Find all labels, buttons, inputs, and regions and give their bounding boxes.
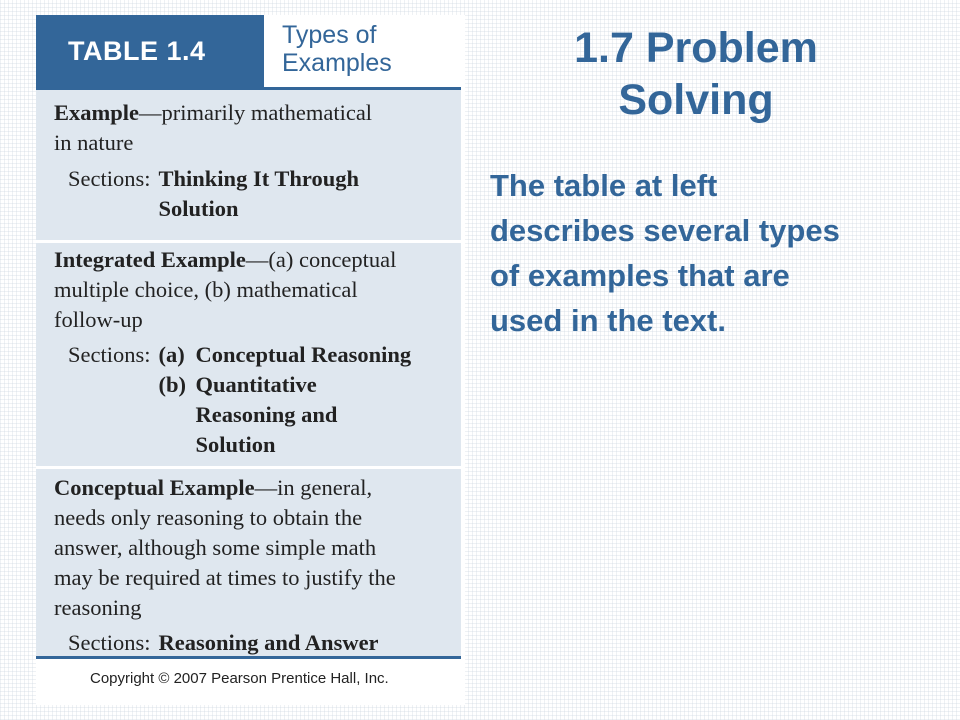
body-line: The table at left	[490, 168, 718, 203]
row-term: Integrated Example	[54, 247, 246, 272]
table-row-conceptual-example	[36, 469, 461, 656]
table-body	[36, 90, 461, 656]
body-line: used in the text.	[490, 303, 726, 338]
section-item: Reasoning and	[195, 402, 338, 427]
row-desc-text: in nature	[54, 130, 134, 155]
section-item: Thinking It Through	[158, 166, 360, 191]
section-item: Solution	[195, 432, 276, 457]
sections-list	[159, 628, 379, 658]
row-desc-text: answer, although some simple math	[54, 535, 377, 560]
row-description	[36, 245, 461, 335]
section-item-a	[159, 340, 412, 370]
row-sections	[36, 340, 461, 460]
slide-body-text	[490, 163, 930, 343]
row-desc-text: reasoning	[54, 595, 142, 620]
table-caption	[282, 21, 462, 77]
section-item: Conceptual Reasoning	[195, 342, 412, 367]
sections-label: Sections:	[68, 342, 151, 367]
table-caption-line: Types of	[282, 21, 377, 49]
slide-title-line: Solving	[618, 76, 774, 124]
row-desc-text: needs only reasoning to obtain the	[54, 505, 363, 530]
table-row-integrated-example	[36, 243, 461, 469]
body-line: describes several types	[490, 213, 840, 248]
row-description	[36, 473, 461, 623]
table-figure	[36, 15, 465, 705]
footer-rule	[36, 656, 461, 659]
sub-marker: (a)	[158, 342, 185, 367]
section-item: Reasoning and Answer	[158, 630, 379, 655]
sections-label: Sections:	[68, 166, 151, 191]
body-line: of examples that are	[490, 258, 790, 293]
row-desc-text: —(a) conceptual	[245, 247, 397, 272]
table-label: TABLE 1.4	[36, 15, 264, 87]
table-header	[36, 15, 461, 87]
row-term: Conceptual Example	[54, 475, 255, 500]
sub-marker: (b)	[158, 372, 186, 397]
slide-title-line: 1.7 Problem	[574, 24, 818, 72]
row-term: Example	[54, 100, 140, 125]
table-row-example	[36, 90, 461, 243]
sections-list	[159, 164, 360, 224]
row-description	[36, 98, 461, 158]
section-item: Quantitative	[195, 372, 317, 397]
slide-title	[480, 22, 912, 126]
section-item: Solution	[158, 196, 239, 221]
row-desc-text: follow-up	[54, 307, 143, 332]
row-desc-text: —primarily mathematical	[139, 100, 373, 125]
sections-list	[159, 340, 412, 460]
row-sections	[36, 164, 461, 224]
copyright-text: Copyright © 2007 Pearson Prentice Hall, Inc.	[90, 670, 389, 687]
table-caption-line: Examples	[282, 49, 392, 77]
row-desc-text: may be required at times to justify the	[54, 565, 396, 590]
row-desc-text: —in general,	[254, 475, 373, 500]
sections-label: Sections:	[68, 630, 151, 655]
row-desc-text: multiple choice, (b) mathematical	[54, 277, 358, 302]
row-sections	[36, 628, 461, 658]
section-item-b	[159, 370, 412, 460]
